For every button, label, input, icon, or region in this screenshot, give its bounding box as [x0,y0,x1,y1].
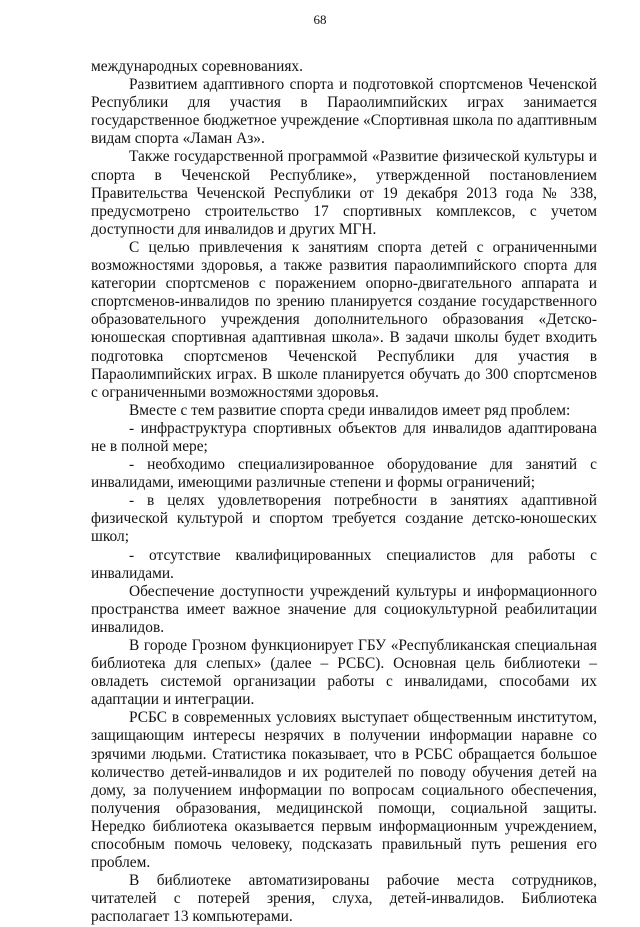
paragraph-library-for-blind: В городе Грозном функционирует ГБУ «Республиканская специальная библиотека для слепых» (далее – РСБС). Основная цель библиотеки – овладеть системой организации работы с инвалидами, способами их адаптации и интеграции. [91,637,597,709]
list-item-youth-schools: - в целях удовлетворения потребности в занятиях адаптивной физической культурой и спортом требуется создание детско-юношеских школ; [91,492,597,546]
paragraph-rsbs-role: РСБС в современных условиях выступает общественным институтом, защищающим интересы незрячих в получении информации наравне со зрячими людьми. Статистика показывает, что в РСБС обращается большое количество детей-инвалидов и их родителей по поводу обучения детей на дому, за получением информации по вопросам социального обеспечения, получения образования, медицинской помощи, социальной защиты. Нередко библиотека оказывается первым информационным учреждением, способным помочь человеку, подсказать правильный путь решения его проблем. [91,709,597,872]
paragraph-library-computers: В библиотеке автоматизированы рабочие места сотрудников, читателей с потерей зрения, слуха, детей-инвалидов. Библиотека располагает 13 компьютерами. [91,872,597,926]
paragraph-problems-intro: Вместе с тем развитие спорта среди инвалидов имеет ряд проблем: [129,401,571,419]
list-item-infrastructure: - инфраструктура спортивных объектов для инвалидов адаптирована не в полной мере; [91,419,597,455]
paragraph-culture-access: Обеспечение доступности учреждений культуры и информационного пространства имеет важное значение для социокультурной реабилитации инвалидов. [91,582,597,636]
list-item-specialists: - отсутствие квалифицированных специалистов для работы с инвалидами. [91,546,597,582]
list-item-equipment: - необходимо специализированное оборудование для занятий с инвалидами, имеющими различные степени и формы ограничений; [91,456,597,492]
page-number: 68 [313,12,327,27]
paragraph-continuation: международных соревнованиях. [91,58,303,75]
document-body [91,58,597,927]
paragraph-state-program: Также государственной программой «Развитие физической культуры и спорта в Чеченской Республике», утвержденной постановлением Правительства Чеченской Республики от 19 декабря 2013 года № 338, предусмотрено строительство 17 спортивных комплексов, с учетом доступности для инвалидов и других МГН. [91,148,597,238]
paragraph-youth-adaptive-school: С целью привлечения к занятиям спорта детей с ограниченными возможностями здоровья, а также развития параолимпийского спорта для категории спортсменов с поражением опорно-двигательного аппарата и спортсменов-инвалидов по зрению планируется создание государственного образовательного учреждения дополнительного образования «Детско-юношеская спортивная адаптивная школа». В задачи школы будет входить подготовка спортсменов Чеченской Республики для участия в Параолимпийских играх. В школе планируется обучать до 300 спортсменов с ограниченными возможностями здоровья. [91,238,597,401]
paragraph-adaptive-sport-school: Развитием адаптивного спорта и подготовкой спортсменов Чеченской Республики для участия в Параолимпийских играх занимается государственное бюджетное учреждение «Спортивная школа по адаптивным видам спорта «Ламан Аз». [91,76,597,148]
